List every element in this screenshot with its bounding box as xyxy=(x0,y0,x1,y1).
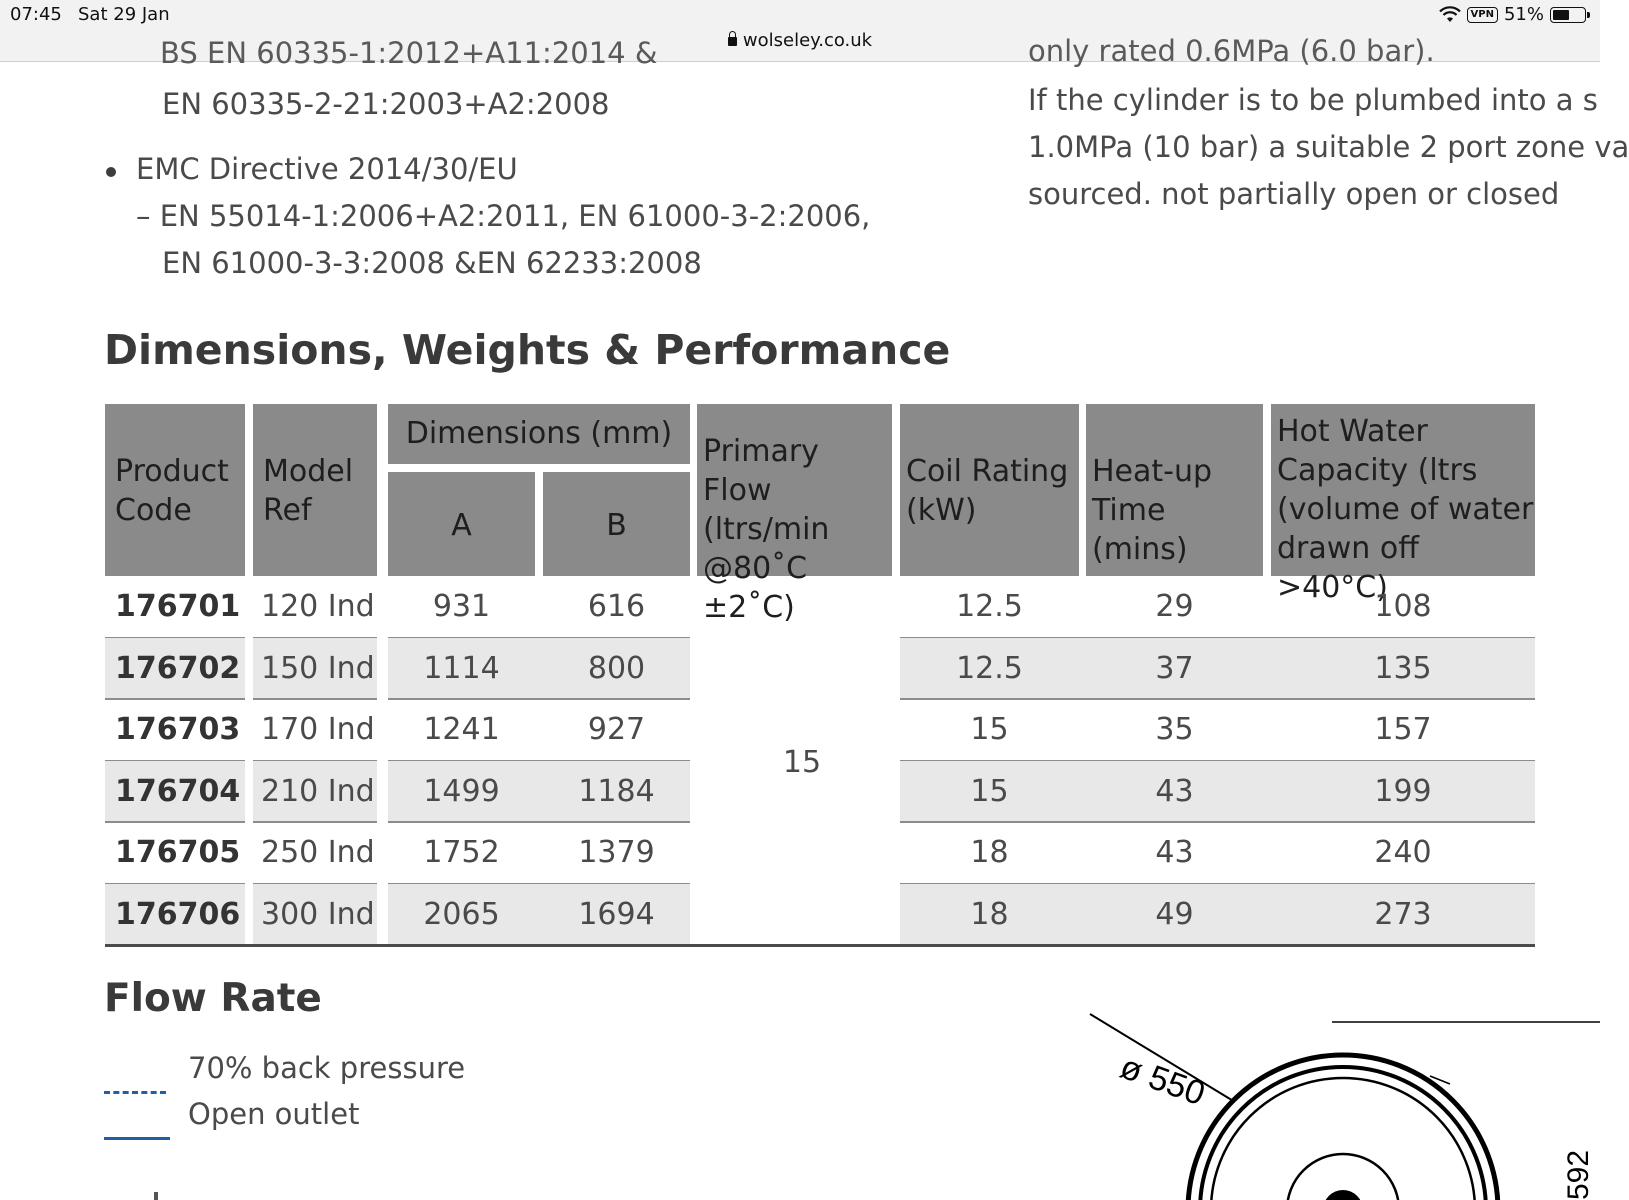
cell-heat: 49 xyxy=(1155,897,1194,932)
emc-standard-2: EN 61000-3-3:2008 &EN 62233:2008 xyxy=(162,246,702,280)
status-indicators xyxy=(1439,4,1586,25)
header-dim-b: B xyxy=(543,472,690,576)
solid-line-swatch xyxy=(104,1137,170,1140)
standards-partial-line: BS EN 60335-1:2012+A11:2014 & xyxy=(160,36,658,70)
cell-code: 176703 xyxy=(115,712,241,748)
cell-coil: 15 xyxy=(970,712,1009,748)
cell-capacity: 135 xyxy=(1374,650,1432,686)
cell-model: 210 Ind xyxy=(261,773,375,809)
url-text: wolseley.co.uk xyxy=(742,30,873,51)
right-line-1: If the cylinder is to be plumbed into a s xyxy=(1028,83,1598,117)
cell-a: 2065 xyxy=(423,897,500,932)
cell-code: 176702 xyxy=(115,650,241,686)
status-time: 07:45 xyxy=(10,4,62,25)
flow-rate-title: Flow Rate xyxy=(104,976,322,1021)
header-dimensions: Dimensions (mm) xyxy=(388,404,690,464)
cell-b: 800 xyxy=(587,650,646,686)
cell-heat: 43 xyxy=(1155,773,1194,809)
cell-capacity: 108 xyxy=(1374,589,1432,624)
side-dimension-label: 592 xyxy=(1562,1149,1595,1200)
legend-back-pressure: 70% back pressure xyxy=(188,1051,466,1085)
header-product-code: Product Code xyxy=(105,404,245,576)
header-model-ref: Model Ref xyxy=(253,404,377,576)
cell-model: 170 Ind xyxy=(261,712,375,748)
wifi-icon xyxy=(1439,7,1461,23)
cell-coil: 18 xyxy=(970,835,1009,871)
cell-coil: 15 xyxy=(970,773,1009,809)
cylinder-drawing-graphic xyxy=(1090,1014,1600,1200)
status-date: Sat 29 Jan xyxy=(78,4,170,25)
cell-model: 150 Ind xyxy=(261,650,375,686)
cell-capacity: 199 xyxy=(1374,773,1432,809)
lock-icon xyxy=(728,37,737,46)
header-hot-water: Hot Water Capacity (ltrs (volume of water drawn off >40°C) xyxy=(1271,404,1535,576)
right-line-2: 1.0MPa (10 bar) a suitable 2 port zone va xyxy=(1028,130,1629,164)
header-dim-a: A xyxy=(388,472,535,576)
cell-code: 176704 xyxy=(115,773,241,809)
cell-b: 616 xyxy=(587,589,646,624)
vpn-badge: VPN xyxy=(1467,7,1498,23)
diameter-label: ø 550 xyxy=(1115,1047,1210,1114)
cell-code: 176706 xyxy=(115,897,241,932)
battery-percent: 51% xyxy=(1503,4,1544,25)
emc-directive: EMC Directive 2014/30/EU xyxy=(136,152,518,186)
cell-heat: 37 xyxy=(1155,650,1194,686)
emc-standard-1: – EN 55014-1:2006+A2:2011, EN 61000-3-2:2006, xyxy=(136,199,871,233)
legend-open-outlet: Open outlet xyxy=(188,1097,360,1131)
cylinder-plan-drawing xyxy=(1100,1022,1600,1200)
primary-flow-value: 15 xyxy=(782,745,822,780)
cell-b: 1379 xyxy=(578,835,655,871)
cell-coil: 12.5 xyxy=(956,589,1023,624)
cell-heat: 43 xyxy=(1155,835,1194,871)
cell-code: 176705 xyxy=(115,835,241,871)
cell-a: 1241 xyxy=(423,712,500,748)
chart-axis-stub xyxy=(154,1192,158,1200)
cell-capacity: 273 xyxy=(1374,897,1432,932)
cell-a: 931 xyxy=(432,589,491,624)
cell-b: 927 xyxy=(587,712,646,748)
cell-b: 1184 xyxy=(578,773,655,809)
cell-model: 120 Ind xyxy=(261,589,375,624)
battery-icon xyxy=(1550,7,1586,23)
header-coil-rating: Coil Rating (kW) xyxy=(900,404,1079,576)
right-partial-line: only rated 0.6MPa (6.0 bar). xyxy=(1028,34,1435,68)
dimensions-section-title: Dimensions, Weights & Performance xyxy=(104,326,951,374)
bullet-icon xyxy=(106,167,116,177)
cell-a: 1499 xyxy=(423,773,500,809)
right-line-3: sourced. not partially open or closed xyxy=(1028,177,1560,211)
header-primary-flow: Primary Flow (ltrs/min @80˚C ±2˚C) xyxy=(697,404,892,576)
standards-en-line: EN 60335-2-21:2003+A2:2008 xyxy=(162,87,610,121)
cell-capacity: 240 xyxy=(1374,835,1432,871)
cell-capacity: 157 xyxy=(1374,712,1432,748)
cell-a: 1752 xyxy=(423,835,500,871)
cell-code: 176701 xyxy=(115,589,241,624)
cell-heat: 35 xyxy=(1155,712,1194,748)
cell-coil: 12.5 xyxy=(956,650,1023,686)
cell-a: 1114 xyxy=(423,650,500,686)
cell-model: 300 Ind xyxy=(261,897,375,932)
cell-heat: 29 xyxy=(1155,589,1194,624)
dashed-line-swatch xyxy=(104,1091,166,1094)
cell-b: 1694 xyxy=(578,897,655,932)
cell-model: 250 Ind xyxy=(261,835,375,871)
header-heat-up: Heat-up Time (mins) xyxy=(1086,404,1263,576)
table-bottom-rule xyxy=(105,944,1535,947)
cell-coil: 18 xyxy=(970,897,1009,932)
